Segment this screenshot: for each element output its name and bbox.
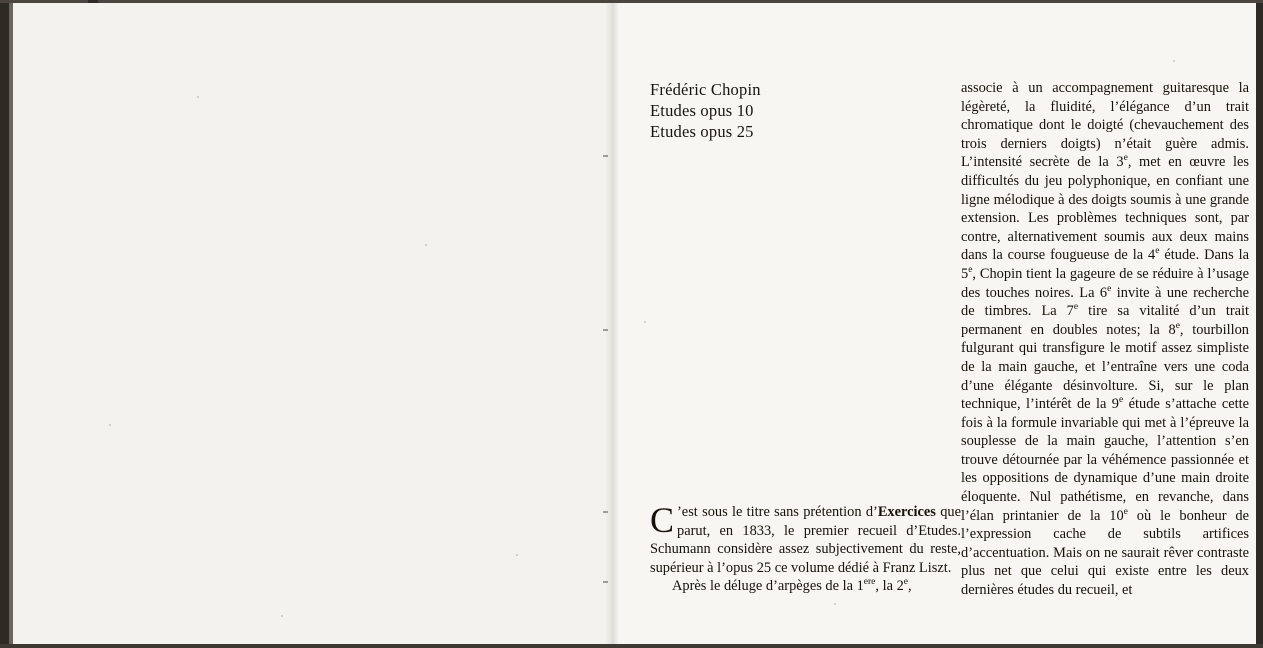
gutter-tick <box>603 581 608 583</box>
text-column-right <box>961 79 1249 600</box>
scan-edge-bottom <box>0 644 1263 648</box>
paragraph-opening <box>650 500 961 577</box>
gutter-tick <box>603 329 608 331</box>
paragraph-continuation: associe à un accompagnement guitaresque la légèreté, la fluidité, l’élégance d’un trait chromatique dont le doigté (chevauchement des trois derniers doigts) n’était guère admis. L’intensité secrète de la 3e, met en œuvre les difficultés du jeu polyphonique, en confiant une ligne mélodique à des doigts soumis à une grande extension. Les problèmes techniques sont, par contre, alternativement soumis aux deux mains dans la course fougueuse de la 4e étude. Dans la 5e, Chopin tient la gageure de se réduire à l’usage des touches noires. La 6e invite à une recherche de timbres. La 7e tire sa vitalité d’un trait permanent en doubles notes; la 8e, tourbillon fulgurant qui transfigure le motif assez simpliste de la main gauche, et l’entraîne vers une coda d’une élégante désinvolture. Si, sur le plan technique, l’intérêt de la 9e étude s’attache cette fois à la formule invariable qui met à l’épreuve la souplesse de la main gauche, l’attention s’en trouve détournée par la véhémence passionnée et les oppositions de dynamique d’une main droite éloquente. Nul pathétisme, en revanche, dans l’élan printanier de la 10e où le bonheur de l’expression cache de subtils artifices d’accentuation. Mais on ne saurait rêver contraste plus net que celui qui existe entre les deux dernières études du recueil, et <box>961 80 1250 599</box>
text-column-left <box>650 500 961 596</box>
work-title-2: Etudes opus 25 <box>650 122 754 141</box>
work-title-emphasis: Exercices <box>877 504 936 520</box>
scan-edge-right <box>1256 0 1263 648</box>
booklet-paper <box>13 3 1256 644</box>
paragraph-opening-pre-bold: ’est sous le titre sans prétention d’ <box>677 504 878 520</box>
page-left-blank <box>13 3 613 644</box>
gutter-tick <box>603 511 608 513</box>
paragraph-second: Après le déluge d’arpèges de la 1ere, la 2e, <box>672 577 912 595</box>
composer-name: Frédéric Chopin <box>650 80 761 99</box>
drop-cap: C <box>650 500 675 540</box>
gutter-tick <box>603 155 608 157</box>
scan-edge-left <box>0 0 9 648</box>
booklet-gutter <box>605 3 619 644</box>
paragraph-opening-post-bold: que parut, en 1833, le premier recueil d’Etudes. Schumann considère assez subjectivement du reste, supérieur à l’opus 25 ce volume dédié à Franz Liszt. <box>650 504 961 576</box>
title-block <box>650 79 930 142</box>
work-title-1: Etudes opus 10 <box>650 101 754 120</box>
